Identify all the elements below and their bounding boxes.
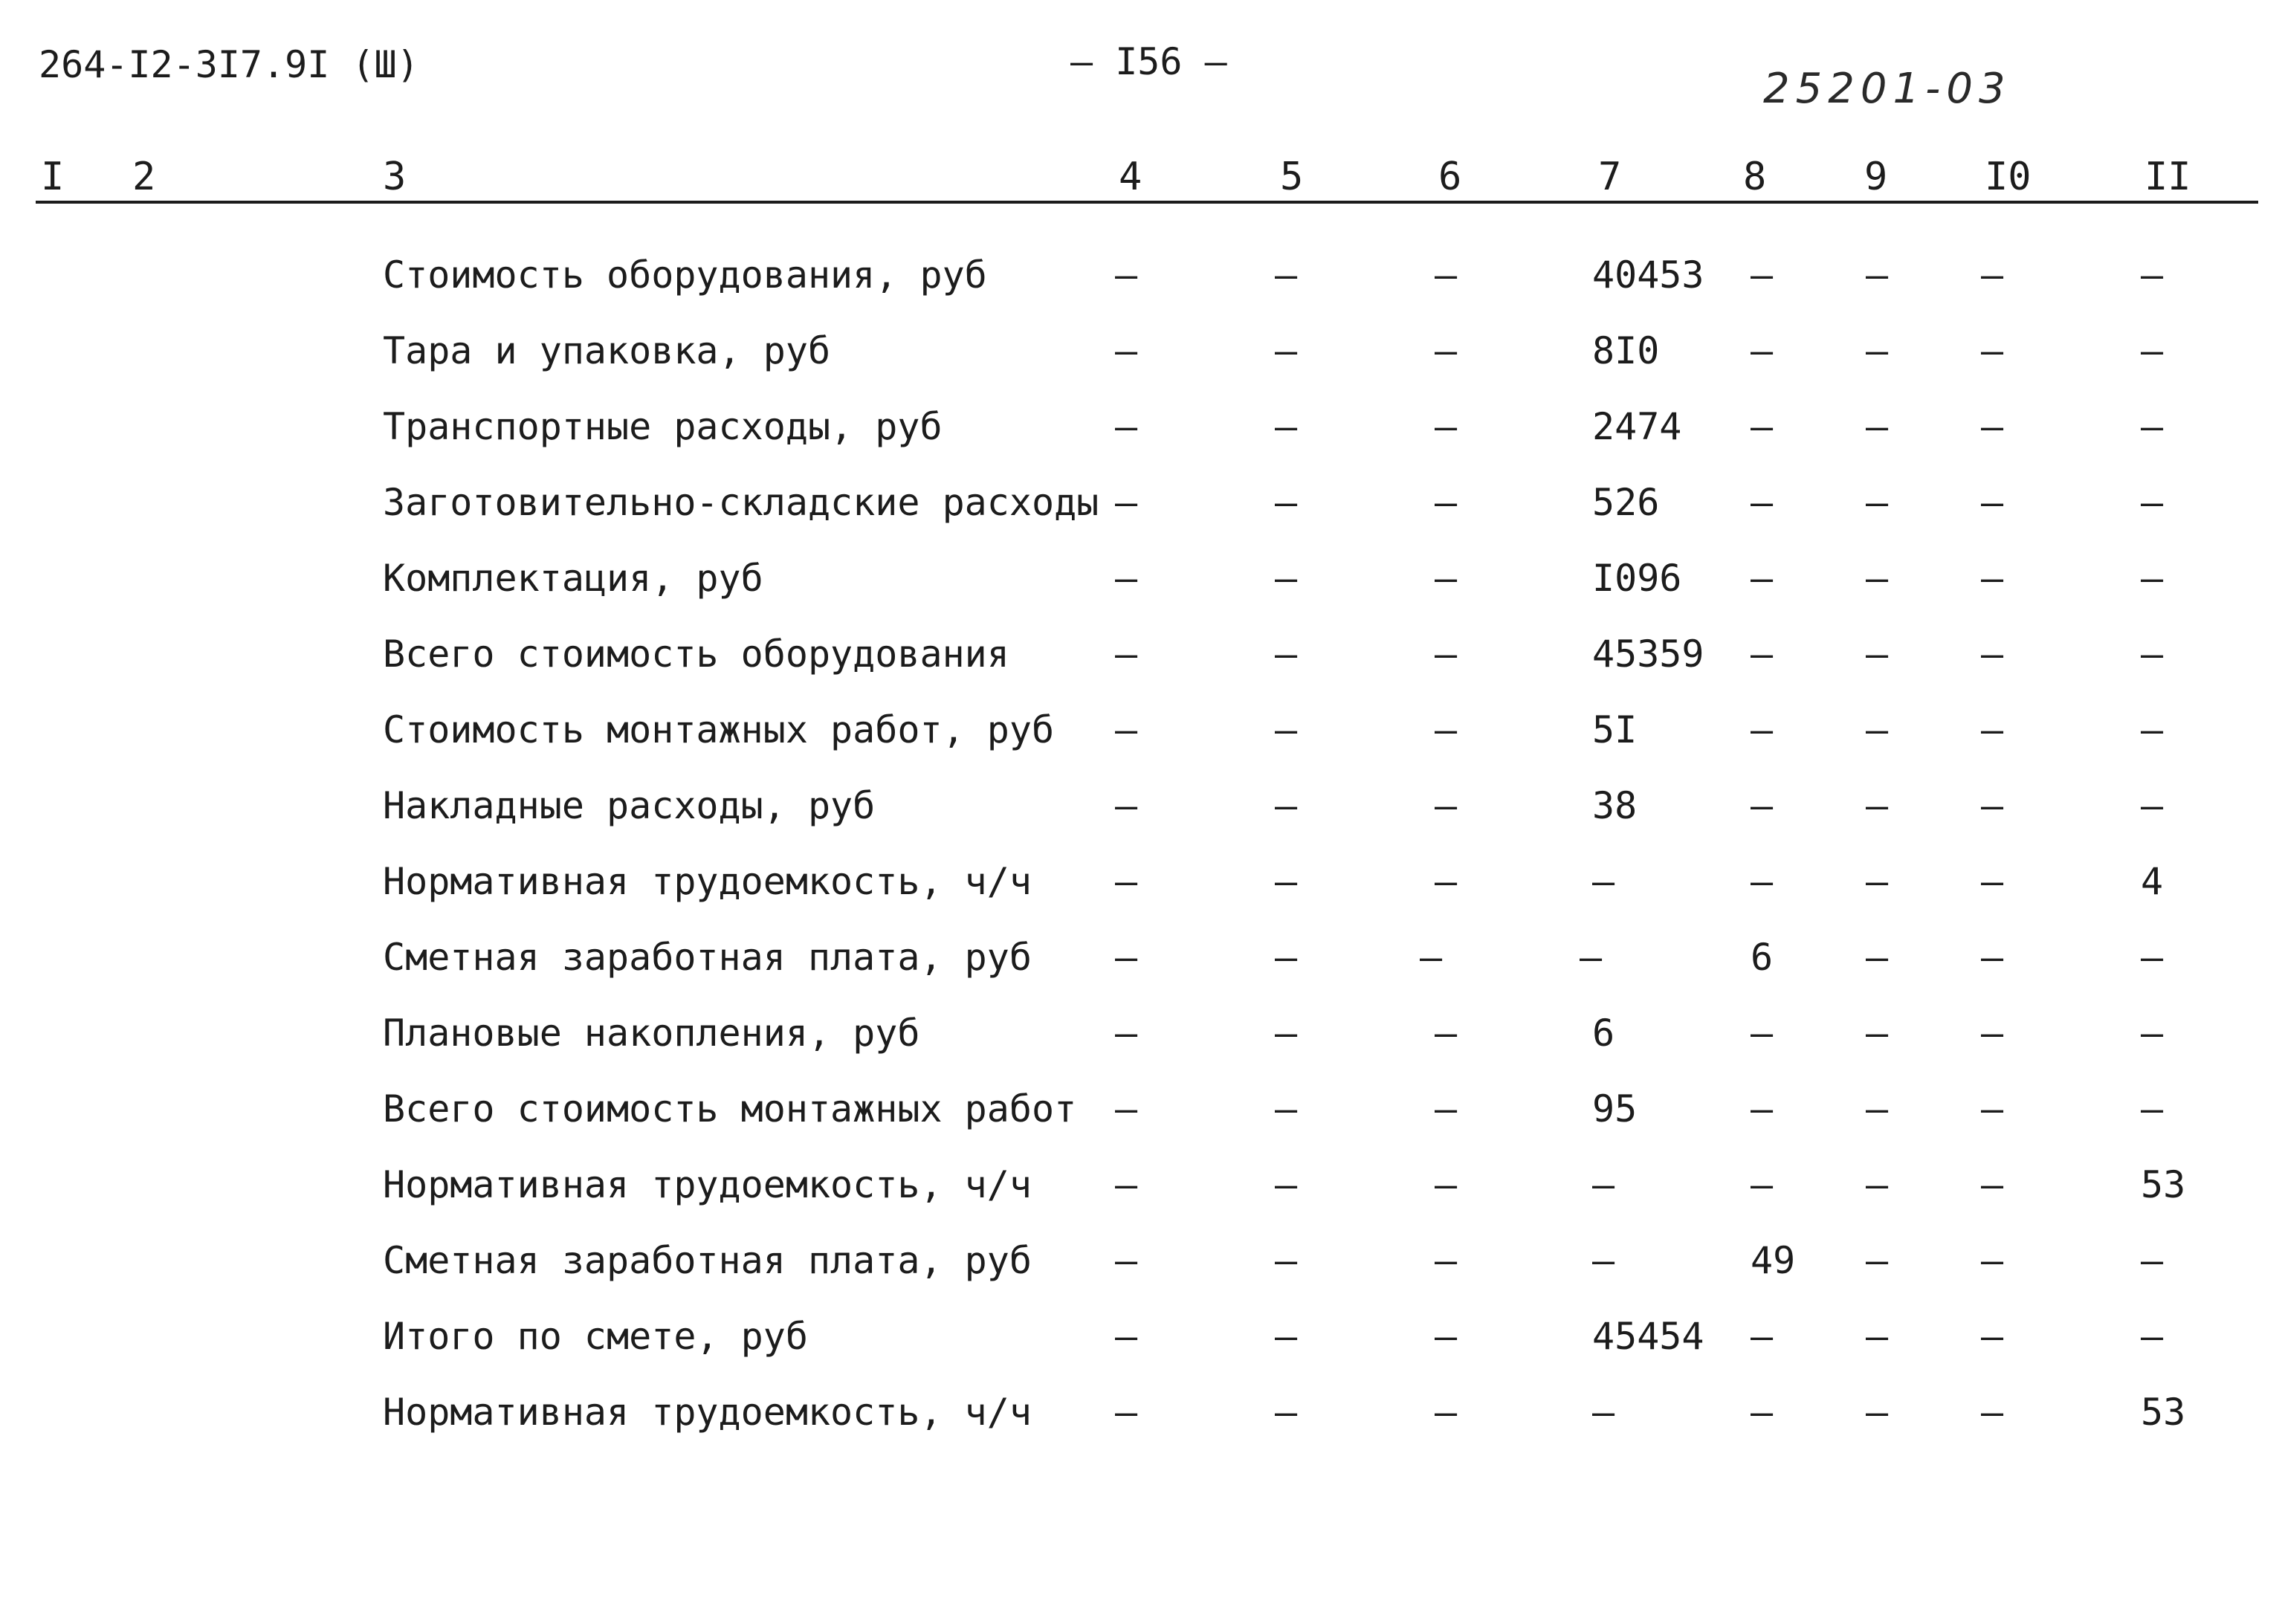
document-code: 264-I2-3I7.9I (Ш): [39, 43, 419, 86]
cell-col10: –: [1981, 784, 2004, 827]
cell-col4: –: [1115, 1315, 1138, 1358]
cell-col10: –: [1981, 708, 2004, 751]
cell-col8: –: [1751, 253, 1774, 297]
row-label: Нормативная трудоемкость, ч/ч: [383, 860, 1032, 903]
cell-col8: –: [1751, 1087, 1774, 1130]
cell-col5: –: [1275, 1012, 1298, 1055]
cell-col7: 2474: [1592, 405, 1682, 448]
cell-col4: –: [1115, 481, 1138, 524]
cell-col9: –: [1866, 405, 1889, 448]
cell-col5: –: [1275, 936, 1298, 979]
cell-col10: –: [1981, 253, 2004, 297]
cell-col11: –: [2141, 633, 2164, 676]
cell-col8: –: [1751, 1163, 1774, 1206]
cell-col7: I096: [1592, 557, 1682, 600]
cell-col7: –: [1592, 1163, 1615, 1206]
cell-col5: –: [1275, 557, 1298, 600]
table-row: [0, 405, 2282, 468]
cell-col9: –: [1866, 329, 1889, 372]
cell-col5: –: [1275, 1163, 1298, 1206]
row-label: Всего стоимость монтажных работ: [383, 1087, 1077, 1130]
cell-col6: –: [1435, 481, 1458, 524]
row-label: Сметная заработная плата, руб: [383, 1239, 1032, 1282]
table-row: [0, 481, 2282, 543]
cell-col9: –: [1866, 557, 1889, 600]
table-row: [0, 1163, 2282, 1226]
table-row: [0, 635, 2282, 695]
cell-col6: –: [1435, 860, 1458, 903]
cell-col7: 40453: [1592, 253, 1704, 297]
cell-col4: –: [1115, 253, 1138, 297]
cell-col11: –: [2141, 329, 2164, 372]
cell-col10: –: [1981, 936, 2004, 979]
cell-col11: –: [2141, 1239, 2164, 1282]
column-header: 3: [383, 155, 407, 199]
cell-col10: –: [1981, 1315, 2004, 1358]
row-label: Нормативная трудоемкость, ч/ч: [383, 1391, 1032, 1434]
header-rule: [36, 201, 2258, 204]
cell-col8: –: [1751, 481, 1774, 524]
table-row: [0, 253, 2282, 316]
cell-col4: –: [1115, 557, 1138, 600]
cell-col4: –: [1115, 1163, 1138, 1206]
row-label: Заготовительно-складские расходы: [383, 481, 1099, 524]
cell-col10: –: [1981, 329, 2004, 372]
table-row: [0, 1012, 2282, 1074]
cell-col4: –: [1115, 708, 1138, 751]
column-header: II: [2144, 155, 2191, 199]
cell-col11: –: [2141, 1087, 2164, 1130]
cell-col5: –: [1275, 329, 1298, 372]
cell-col7: 95: [1592, 1087, 1638, 1130]
cell-col5: –: [1275, 633, 1298, 676]
cell-col11: –: [2141, 557, 2164, 600]
row-label: Стоимость монтажных работ, руб: [383, 708, 1055, 751]
cell-col7: –: [1592, 1239, 1615, 1282]
table-row: [0, 784, 2282, 847]
cell-col4: –: [1115, 784, 1138, 827]
cell-col4: –: [1115, 1391, 1138, 1434]
column-header: 5: [1280, 155, 1304, 199]
cell-col10: –: [1981, 557, 2004, 600]
cell-col11: 53: [2141, 1391, 2186, 1434]
cell-col11: –: [2141, 405, 2164, 448]
table-row: [0, 1315, 2282, 1377]
cell-col6: –: [1435, 1239, 1458, 1282]
cell-col5: –: [1275, 1087, 1298, 1130]
table-row: [0, 1391, 2282, 1453]
table-row: [0, 708, 2282, 771]
column-header: I0: [1985, 155, 2032, 199]
cell-col7: 38: [1592, 784, 1638, 827]
cell-col9: –: [1866, 1391, 1889, 1434]
cell-col9: –: [1866, 1315, 1889, 1358]
cell-col5: –: [1275, 481, 1298, 524]
cell-col9: –: [1866, 481, 1889, 524]
cell-col4: –: [1115, 633, 1138, 676]
column-header: I: [41, 155, 65, 199]
cell-col8: –: [1751, 784, 1774, 827]
table-row: [0, 1239, 2282, 1301]
cell-col7: 5I: [1592, 708, 1638, 751]
cell-col5: –: [1275, 708, 1298, 751]
row-label: Стоимость оборудования, руб: [383, 253, 987, 297]
row-label: Плановые накопления, руб: [383, 1012, 920, 1055]
cell-col8: –: [1751, 708, 1774, 751]
cell-col8: –: [1751, 557, 1774, 600]
cell-col6: –: [1435, 633, 1458, 676]
table-row: [0, 860, 2282, 922]
cell-col6: –: [1435, 1315, 1458, 1358]
cell-col4: –: [1115, 936, 1138, 979]
cell-col10: –: [1981, 1163, 2004, 1206]
cell-col6: –: [1435, 1087, 1458, 1130]
cell-col5: –: [1275, 860, 1298, 903]
cell-col10: –: [1981, 481, 2004, 524]
cell-col6: –: [1435, 405, 1458, 448]
cell-col11: 53: [2141, 1163, 2186, 1206]
column-header: 9: [1864, 155, 1888, 199]
row-label: Комплектация, руб: [383, 557, 763, 600]
cell-col5: –: [1275, 1391, 1298, 1434]
cell-col7: 526: [1592, 481, 1660, 524]
cell-col7: –: [1580, 936, 1603, 979]
cell-col11: –: [2141, 1012, 2164, 1055]
cell-col11: –: [2141, 936, 2164, 979]
cell-col11: –: [2141, 708, 2164, 751]
cell-col4: –: [1115, 1087, 1138, 1130]
cell-col8: –: [1751, 1012, 1774, 1055]
cell-col10: –: [1981, 1391, 2004, 1434]
cell-col7: 45454: [1592, 1315, 1704, 1358]
cell-col6: –: [1420, 936, 1443, 979]
cell-col8: –: [1751, 405, 1774, 448]
cell-col8: –: [1751, 329, 1774, 372]
cell-col9: –: [1866, 633, 1889, 676]
cell-col7: –: [1592, 860, 1615, 903]
cell-col7: 45359: [1592, 633, 1704, 676]
cell-col9: –: [1866, 1163, 1889, 1206]
cell-col11: –: [2141, 1315, 2164, 1358]
cell-col7: 8I0: [1592, 329, 1660, 372]
cell-col6: –: [1435, 784, 1458, 827]
cell-col8: –: [1751, 1391, 1774, 1434]
cell-col8: 6: [1751, 936, 1774, 979]
cell-col9: –: [1866, 860, 1889, 903]
cell-col8: –: [1751, 860, 1774, 903]
cell-col10: –: [1981, 1012, 2004, 1055]
cell-col6: –: [1435, 1391, 1458, 1434]
cell-col9: –: [1866, 1239, 1889, 1282]
row-label: Накладные расходы, руб: [383, 784, 876, 827]
cell-col5: –: [1275, 405, 1298, 448]
column-header: 8: [1743, 155, 1767, 199]
cell-col4: –: [1115, 405, 1138, 448]
cell-col6: –: [1435, 253, 1458, 297]
cell-col11: –: [2141, 481, 2164, 524]
row-label: Нормативная трудоемкость, ч/ч: [383, 1163, 1032, 1206]
cell-col10: –: [1981, 1087, 2004, 1130]
cell-col9: –: [1866, 936, 1889, 979]
cell-col5: –: [1275, 784, 1298, 827]
table-row: [0, 329, 2282, 392]
cell-col6: –: [1435, 708, 1458, 751]
handwritten-stamp: 25201-03: [1763, 65, 2011, 113]
cell-col4: –: [1115, 1239, 1138, 1282]
cell-col7: –: [1592, 1391, 1615, 1434]
cell-col4: –: [1115, 329, 1138, 372]
cell-col11: 4: [2141, 860, 2164, 903]
table-row: [0, 557, 2282, 619]
row-label: Итого по смете, руб: [383, 1315, 808, 1358]
cell-col7: 6: [1592, 1012, 1615, 1055]
cell-col11: –: [2141, 253, 2164, 297]
cell-col10: –: [1981, 405, 2004, 448]
row-label: Всего стоимость оборудования: [383, 633, 1009, 676]
cell-col9: –: [1866, 708, 1889, 751]
table-row: [0, 1087, 2282, 1150]
cell-col6: –: [1435, 1163, 1458, 1206]
column-header: 7: [1598, 155, 1622, 199]
column-header: 4: [1119, 155, 1142, 199]
row-label: Сметная заработная плата, руб: [383, 936, 1032, 979]
cell-col5: –: [1275, 1239, 1298, 1282]
column-header: 6: [1438, 155, 1462, 199]
row-label: Транспортные расходы, руб: [383, 405, 943, 448]
cell-col9: –: [1866, 1087, 1889, 1130]
cell-col5: –: [1275, 1315, 1298, 1358]
cell-col6: –: [1435, 557, 1458, 600]
cell-col10: –: [1981, 860, 2004, 903]
cell-col8: 49: [1751, 1239, 1796, 1282]
cell-col10: –: [1981, 1239, 2004, 1282]
cell-col8: –: [1751, 1315, 1774, 1358]
cell-col10: –: [1981, 633, 2004, 676]
column-header: 2: [132, 155, 156, 199]
cell-col5: –: [1275, 253, 1298, 297]
cell-col9: –: [1866, 1012, 1889, 1055]
row-label: Тара и упаковка, руб: [383, 329, 831, 372]
cell-col9: –: [1866, 253, 1889, 297]
page-number: – I56 –: [1070, 40, 1227, 83]
cell-col8: –: [1751, 633, 1774, 676]
cell-col6: –: [1435, 329, 1458, 372]
cell-col6: –: [1435, 1012, 1458, 1055]
table-row: [0, 936, 2282, 998]
cell-col4: –: [1115, 1012, 1138, 1055]
cell-col11: –: [2141, 784, 2164, 827]
cell-col9: –: [1866, 784, 1889, 827]
cell-col4: –: [1115, 860, 1138, 903]
